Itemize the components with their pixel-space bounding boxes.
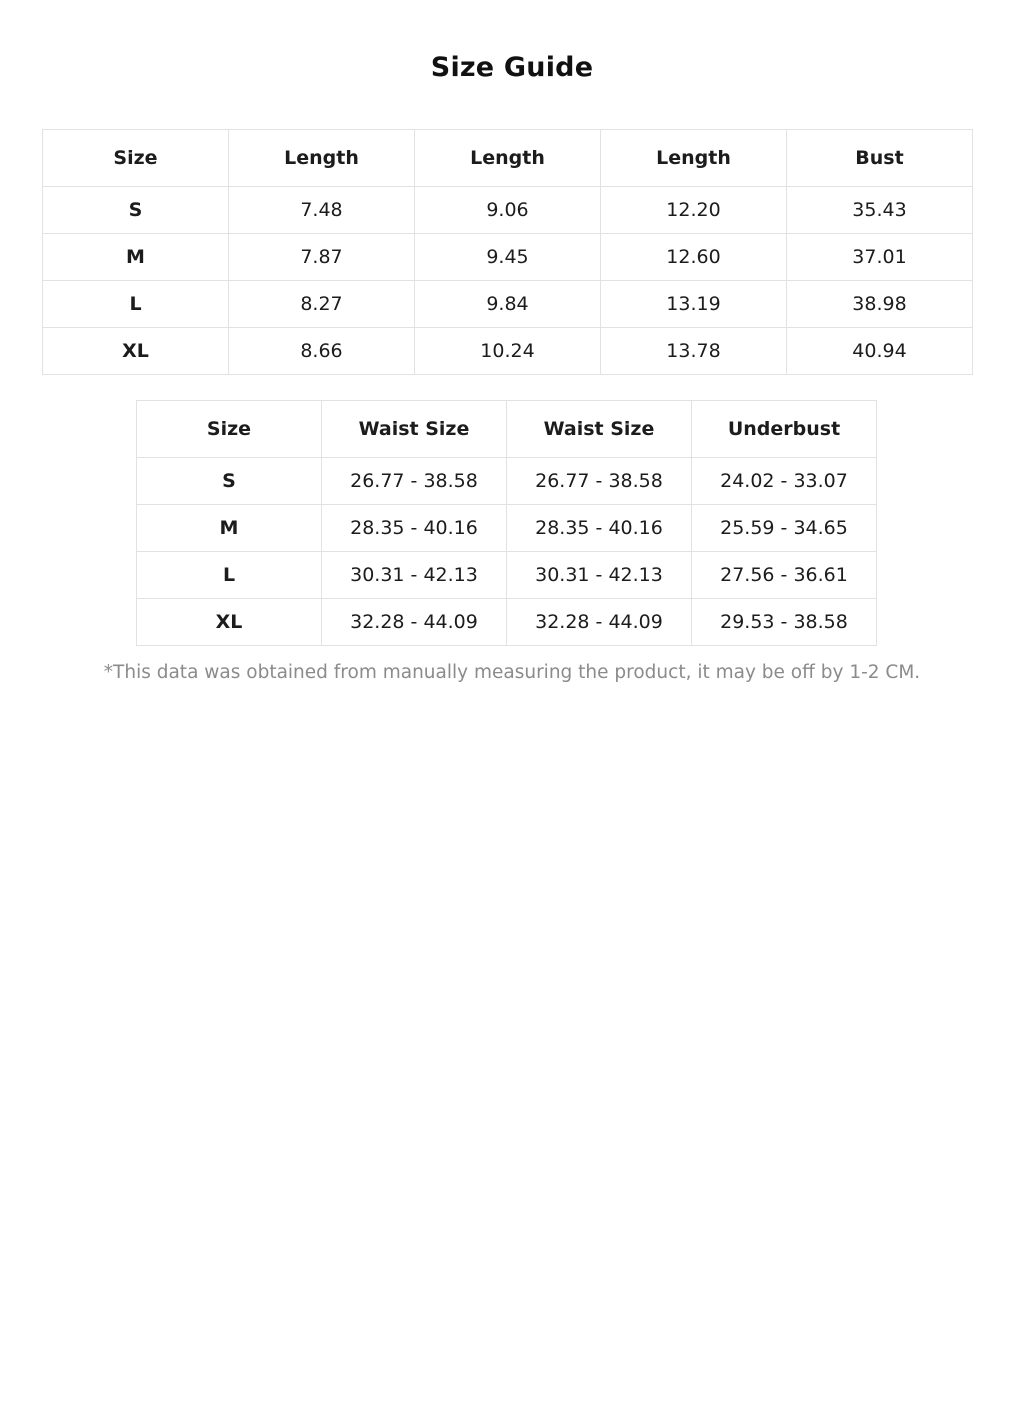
cell-value: 38.98	[787, 281, 973, 328]
cell-value: 28.35 - 40.16	[507, 505, 692, 552]
cell-size: XL	[137, 599, 322, 646]
cell-value: 8.66	[229, 328, 415, 375]
table-row	[43, 328, 973, 375]
cell-value: 35.43	[787, 187, 973, 234]
cell-size: L	[137, 552, 322, 599]
cell-value: 37.01	[787, 234, 973, 281]
cell-value: 10.24	[415, 328, 601, 375]
cell-value: 30.31 - 42.13	[322, 552, 507, 599]
column-header-underbust: Underbust	[692, 401, 877, 458]
table-row	[137, 458, 877, 505]
waist-table-container	[0, 400, 1024, 646]
cell-value: 12.20	[601, 187, 787, 234]
table-row	[137, 599, 877, 646]
cell-size: M	[137, 505, 322, 552]
column-header-length-2: Length	[415, 130, 601, 187]
table-header-row	[43, 130, 973, 187]
table-row	[137, 505, 877, 552]
size-guide-page	[0, 52, 1024, 683]
cell-value: 13.19	[601, 281, 787, 328]
cell-value: 8.27	[229, 281, 415, 328]
column-header-size: Size	[137, 401, 322, 458]
cell-value: 12.60	[601, 234, 787, 281]
cell-value: 25.59 - 34.65	[692, 505, 877, 552]
cell-value: 9.06	[415, 187, 601, 234]
cell-value: 9.45	[415, 234, 601, 281]
cell-value: 28.35 - 40.16	[322, 505, 507, 552]
measurements-table	[42, 129, 973, 375]
column-header-length-3: Length	[601, 130, 787, 187]
cell-value: 13.78	[601, 328, 787, 375]
waist-underbust-table	[136, 400, 877, 646]
measurement-disclaimer: *This data was obtained from manually measuring the product, it may be off by 1-2 CM.	[103, 662, 921, 683]
cell-value: 27.56 - 36.61	[692, 552, 877, 599]
cell-value: 26.77 - 38.58	[322, 458, 507, 505]
table-header-row	[137, 401, 877, 458]
cell-value: 29.53 - 38.58	[692, 599, 877, 646]
cell-size: S	[137, 458, 322, 505]
column-header-waist-size-2: Waist Size	[507, 401, 692, 458]
cell-value: 26.77 - 38.58	[507, 458, 692, 505]
column-header-bust: Bust	[787, 130, 973, 187]
cell-value: 32.28 - 44.09	[322, 599, 507, 646]
table-row	[43, 281, 973, 328]
cell-value: 24.02 - 33.07	[692, 458, 877, 505]
table-row	[43, 187, 973, 234]
cell-size: XL	[43, 328, 229, 375]
table-row	[137, 552, 877, 599]
column-header-waist-size-1: Waist Size	[322, 401, 507, 458]
cell-value: 9.84	[415, 281, 601, 328]
cell-value: 7.87	[229, 234, 415, 281]
cell-size: S	[43, 187, 229, 234]
column-header-length-1: Length	[229, 130, 415, 187]
cell-value: 40.94	[787, 328, 973, 375]
table-row	[43, 234, 973, 281]
cell-size: M	[43, 234, 229, 281]
cell-size: L	[43, 281, 229, 328]
cell-value: 32.28 - 44.09	[507, 599, 692, 646]
cell-value: 30.31 - 42.13	[507, 552, 692, 599]
page-title: Size Guide	[430, 52, 594, 83]
cell-value: 7.48	[229, 187, 415, 234]
column-header-size: Size	[43, 130, 229, 187]
measurements-table-container	[0, 129, 1024, 375]
